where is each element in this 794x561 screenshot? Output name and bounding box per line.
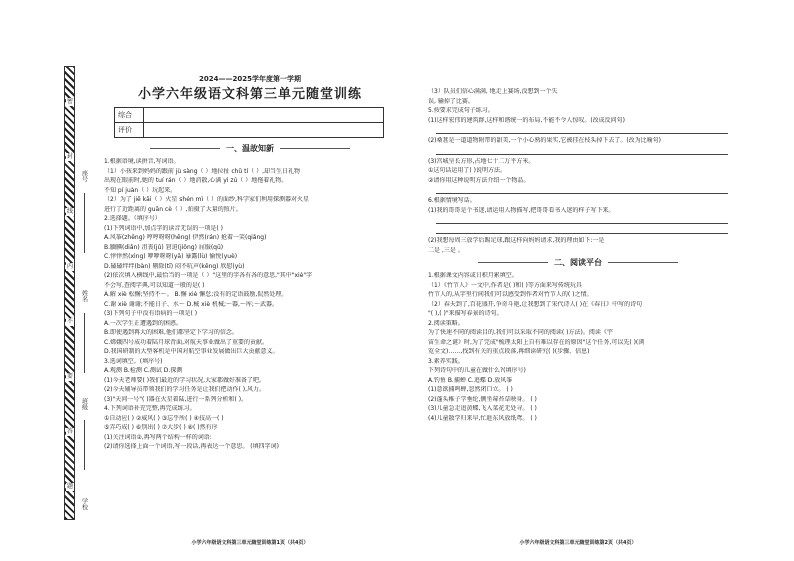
question-line: (2)请你选择上面一个词语,写一段话,再表达一个意思。 (填四字词): [104, 443, 279, 450]
question-line: 1.根据语境,读拼音,写词语。: [104, 158, 180, 165]
question-line: (3)下列句子中没有语病的一项是( ): [104, 310, 198, 317]
question-line: 下列诗句中的儿童在做什么?(填序号): [428, 367, 526, 374]
question-line: 4.下列词语补充完整,再完成练习。: [104, 405, 196, 412]
option-line: C.嫦娥四号成功着陆月球背面,对航天事业做出了重要的贡献。: [104, 338, 269, 346]
answer-line[interactable]: [436, 127, 728, 134]
question-line: （2）春天到了,百花盛开,争奇斗艳,让我想到了宋代诗人( )在《春日》中写的诗句: [428, 300, 643, 308]
question-list: [104, 158, 396, 451]
option-line: ⑤弄巧成( ) ⑥别出( ) ⑦大步( ) ⑧( )然有序: [104, 424, 218, 431]
question-line: (1)今天老师要( )我们最近的学习状况,大家都做好准备了吧。: [104, 376, 265, 384]
question-line: 误, 输掉了比赛。: [428, 97, 474, 105]
question-line: 2.选择题。（填序号）: [104, 215, 161, 222]
seat-number-line[interactable]: [84, 193, 85, 253]
question-line: 3.选词填空。(填序号): [104, 357, 163, 365]
score-cell[interactable]: [144, 123, 384, 138]
question-line: （1）小孩来到妈妈的跟前 jù sàng（ ）地拉扯 chǔ tí（ ）,却当生日礼物: [104, 167, 300, 175]
question-line: 3.素养实践。: [428, 357, 464, 365]
question-line: 不知 pí juàn（ ）玩起来。: [104, 186, 177, 194]
question-line: 竹节人的,从字里行间我们可以感受到作者对竹节人的( )之情。: [428, 291, 593, 298]
option-line: C.悻悻然(xìng) 咿咿呀呀(yā) 暴露(lù) 愉悦(yuè): [104, 253, 238, 260]
option-line: A.钓鱼 B.捕蝉 C.追蝶 D.放风筝: [428, 376, 513, 384]
question-line: (2)今天辅导员带领我们的学习任务是让我们把动作( ),风力。: [104, 386, 265, 393]
option-line: A.一次学生正遭遇到的困惑。: [104, 319, 182, 327]
section-heading: 一、温故知新: [104, 144, 396, 154]
seal-char: 内: [66, 263, 73, 270]
score-label-evaluation: 评价: [115, 123, 144, 138]
question-line: 1.根据课文内容或日积月累填空。: [428, 272, 518, 279]
page-footer: 小学六年级语文科第三单元随堂训练第1页（共4页）: [191, 540, 309, 546]
question-line: ①这句话运用了( )说明方法。: [428, 167, 506, 174]
question-line: 出现在眼前时,她的 tuí rán（ ）地消散,心满 yì zú（ ）地拖着礼物。: [104, 177, 288, 184]
answer-line[interactable]: [436, 148, 728, 155]
score-label-comprehensive: 综合: [115, 108, 144, 123]
question-line: ②请你用这种说明方法介绍一个物品。: [428, 176, 530, 184]
exam-page-1: [104, 75, 396, 453]
question-line: 2.阅读策略。: [428, 319, 464, 327]
question-line: 为了快速不同的阅读目的,我们可以采取不同的阅读( )方法)。阅读《宇: [428, 329, 613, 336]
question-line: (4)儿童散学归来早,忙趁东风放纸鸢。 ( ): [428, 414, 537, 422]
question-line: (2)桑葚是一道道物附带的甜美,一个小心熟的果实,它被挂在枝头掉下去了。(改为比喻句): [428, 137, 661, 144]
question-line: 宙生命之谜》时,为了完成"梳理太阳上自有难以存在的原因"这个任务,可以先( )(浏: [428, 338, 645, 346]
seat-number-label: 座号: [80, 170, 88, 182]
seal-char: 不: [66, 318, 73, 325]
name-label: 姓名: [80, 290, 88, 302]
seal-char: 题: [66, 483, 73, 490]
score-cell[interactable]: [144, 108, 384, 123]
question-line: (1)意欲捕鸣蝉,忽然闭口立。 ( ): [428, 386, 513, 393]
seal-line-bar: [64, 66, 75, 520]
option-line: C.谢 xiè 谢谢;不能日子、水～ D.械 xiè 机械;～器,～库;～武器。: [104, 300, 278, 308]
question-line: 二是 ,三是 。: [428, 246, 464, 254]
page-footer: 小学六年级语文科第三单元随堂训练第2页（共4页）: [519, 540, 637, 546]
question-line: (3)儿童急走追黄蝶,飞入菜花无处寻。 ( ): [428, 405, 537, 412]
option-line: ①自动应( ) ②威风( ) ③忘乎所( ) ④技高一( ): [104, 414, 224, 422]
answer-line[interactable]: [436, 187, 728, 194]
exam-title: 小学六年级语文科第三单元随堂训练: [137, 86, 362, 102]
question-line: （3）队员们信心满满, 地走上赛场,没想到一个失: [428, 88, 558, 95]
question-line: 进行了近距离的 guān cè（ ）,拍摄了大量的照片。: [104, 205, 242, 213]
question-line: (1)关注词语②,再写两个结构一样的词语:: [104, 433, 212, 441]
class-line[interactable]: [84, 420, 85, 470]
seal-char: 密: [66, 98, 73, 105]
section-heading: 二、阅读平台: [428, 258, 728, 268]
question-line: (1)我的哥哥是个书迷,请运用人物描写,把哥哥看书入迷的样子写下来。: [428, 206, 615, 214]
answer-line[interactable]: [436, 227, 728, 234]
answer-line[interactable]: [436, 217, 728, 224]
question-line: (3)宫城呈长方形,占地七十二万平方米。: [428, 157, 535, 165]
option-line: B.腼腆(diǎn) 沮丧(jǔ) 窘迫(jiǒng) 屈服(qū): [104, 243, 224, 251]
option-line: D.我国研制的大型客机是中国对航空事业发展做出巨大贡献意义。: [104, 348, 279, 355]
seal-char: 答: [66, 428, 73, 435]
seal-char: 线: [66, 208, 73, 215]
exam-page-2: [428, 88, 728, 424]
question-line: 不会写,查阅字典,可以知道一般的是( ): [104, 281, 205, 289]
question-line: (1)这样宏伟的建筑群,这样和谐统一的布局,不能不令人惊叹。(改成反问句): [428, 116, 625, 124]
question-line: 览全文)……,找到有关的重点段落,再细读研究( )(步骤、信息): [428, 348, 590, 355]
option-line: B.即使遇到再大的困难,他们都坚定下学习的信念。: [104, 329, 238, 336]
seal-char: 要: [66, 373, 73, 380]
option-line: A.观测 B.检测 C.测试 D.探测: [104, 367, 183, 374]
question-line: 5.按要求完成句子练习。: [428, 107, 494, 114]
binding-margin: [58, 58, 94, 528]
name-line[interactable]: [84, 313, 85, 373]
school-label: 学校: [80, 498, 88, 510]
question-line: （1）《竹节人》一文中,作者是( )和( )等方面来写传统玩具: [428, 281, 582, 289]
option-line: A.解 xiè 松懈;坚持不～。 B.懈 xiè 懈怠;没有的定语鼓励,侃然处理。: [104, 291, 288, 298]
class-label: 班级: [80, 398, 88, 410]
seal-char: 封: [66, 153, 73, 160]
school-year-line: 2024——2025学年度第一学期: [199, 75, 301, 83]
question-line: （2）为了 jiē kāi（ ）火星 shén mì（ ）的面纱,科学家们利用探测器对火星: [104, 196, 309, 203]
question-line: (1)下列词语中,加点字的读音无误的一项是( ): [104, 224, 223, 232]
question-line: (2)我想每周三放学后踢足球,跟这样向妈妈请求,我的理由如下:一是: [428, 237, 605, 244]
option-line: A.风筝(zhēng) 哼哼呀呀(hēng) 伊然(rán) 抢着一笑(qiǎng): [104, 234, 267, 241]
question-line: (2)蓬头稚子学垂纶,侧坐莓苔草映身。 ( ): [428, 395, 537, 403]
question-line: 6.根据情境写话。: [428, 197, 476, 204]
option-line: D.磕磕绊绊(bàn) 剔除(tī) 闷不吭声(kēng) 欣慰(yù): [104, 262, 245, 270]
question-line: "( ),( )"来描写春景的诗句。: [428, 310, 503, 317]
score-table: [114, 107, 384, 138]
question-line: (2)依次填入横线中,最恰当的一项是（ ）"这里的字各有各的意思,"其中"xiè"字: [104, 272, 313, 279]
question-line: (3)"天问一号"( )器在火星着陆,进行一系列分析和( )。: [104, 395, 248, 403]
